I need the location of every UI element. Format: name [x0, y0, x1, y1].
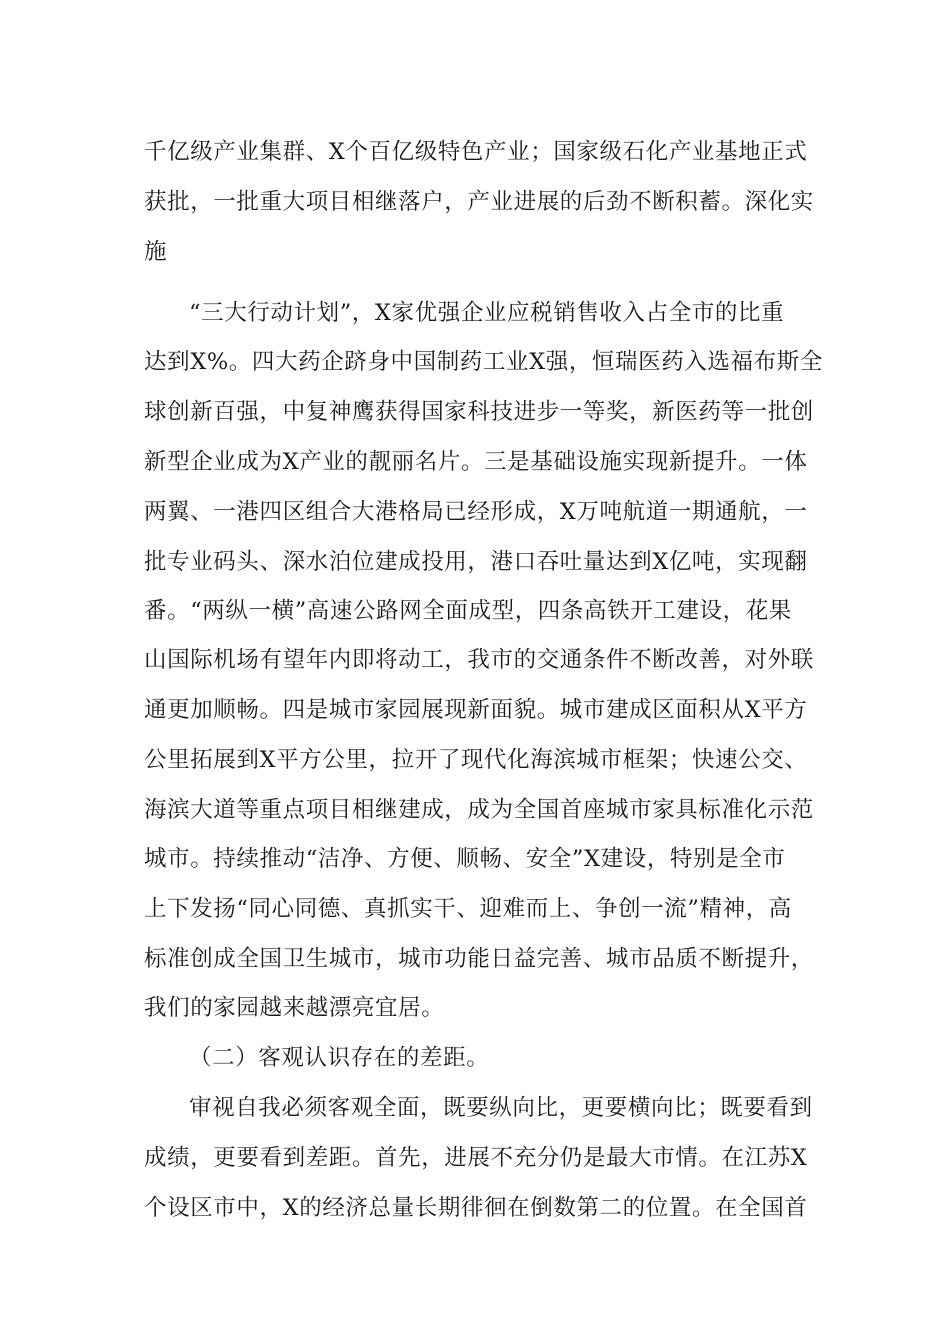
text-line: 番。“两纵一横”高速公路网全面成型，四条高铁开工建设，花果 — [144, 598, 792, 624]
text-line: 球创新百强，中复神鹰获得国家科技进步一等奖，新医药等一批创 — [144, 399, 814, 425]
text-line: 达到X%。四大药企跻身中国制药工业X强，恒瑞医药入选福布斯全 — [144, 349, 823, 375]
text-line: 我们的家园越来越漂亮宜居。 — [144, 995, 445, 1021]
text-line: 千亿级产业集群、X个百亿级特色产业；国家级石化产业基地正式 — [144, 139, 808, 165]
text-line: 批专业码头、深水泊位建成投用，港口吞吐量达到X亿吨，实现翻 — [144, 549, 808, 575]
text-line: 通更加顺畅。四是城市家园展现新面貌。城市建成区面积从X平方 — [144, 697, 808, 723]
text-line: 海滨大道等重点项目相继建成，成为全国首座城市家具标准化示范 — [144, 797, 814, 823]
text-line: 两翼、一港四区组合大港格局已经形成，X万吨航道一期通航，一 — [144, 499, 808, 525]
text-line: 山国际机场有望年内即将动工，我市的交通条件不断改善，对外联 — [144, 647, 814, 673]
text-line: 施 — [144, 239, 168, 265]
text-line: 公里拓展到X平方公里，拉开了现代化海滨城市框架；快速公交、 — [144, 747, 808, 773]
text-line: 获批，一批重大项目相继落户，产业进展的后劲不断积蓄。深化实 — [144, 189, 814, 215]
text-line: 城市。持续推动“洁净、方便、顺畅、安全”X建设，特别是全市 — [144, 846, 786, 872]
text-line: 审视自我必须客观全面，既要纵向比，更要横向比；既要看到 — [189, 1095, 813, 1121]
text-line: 标准创成全国卫生城市，城市功能日益完善、城市品质不断提升， — [144, 946, 814, 972]
section-heading: （二）客观认识存在的差距。 — [189, 1045, 490, 1071]
text-line: 上下发扬“同心同德、真抓实干、迎难而上、争创一流”精神，高 — [144, 896, 792, 922]
text-line: 个设区市中，X的经济总量长期徘徊在倒数第二的位置。在全国首 — [144, 1195, 808, 1221]
text-line: 成绩，更要看到差距。首先，进展不充分仍是最大市情。在江苏X — [144, 1145, 808, 1171]
text-line: 新型企业成为X产业的靓丽名片。三是基础设施实现新提升。一体 — [144, 449, 808, 475]
text-line: “三大行动计划”，X家优强企业应税销售收入占全市的比重 — [189, 300, 785, 326]
